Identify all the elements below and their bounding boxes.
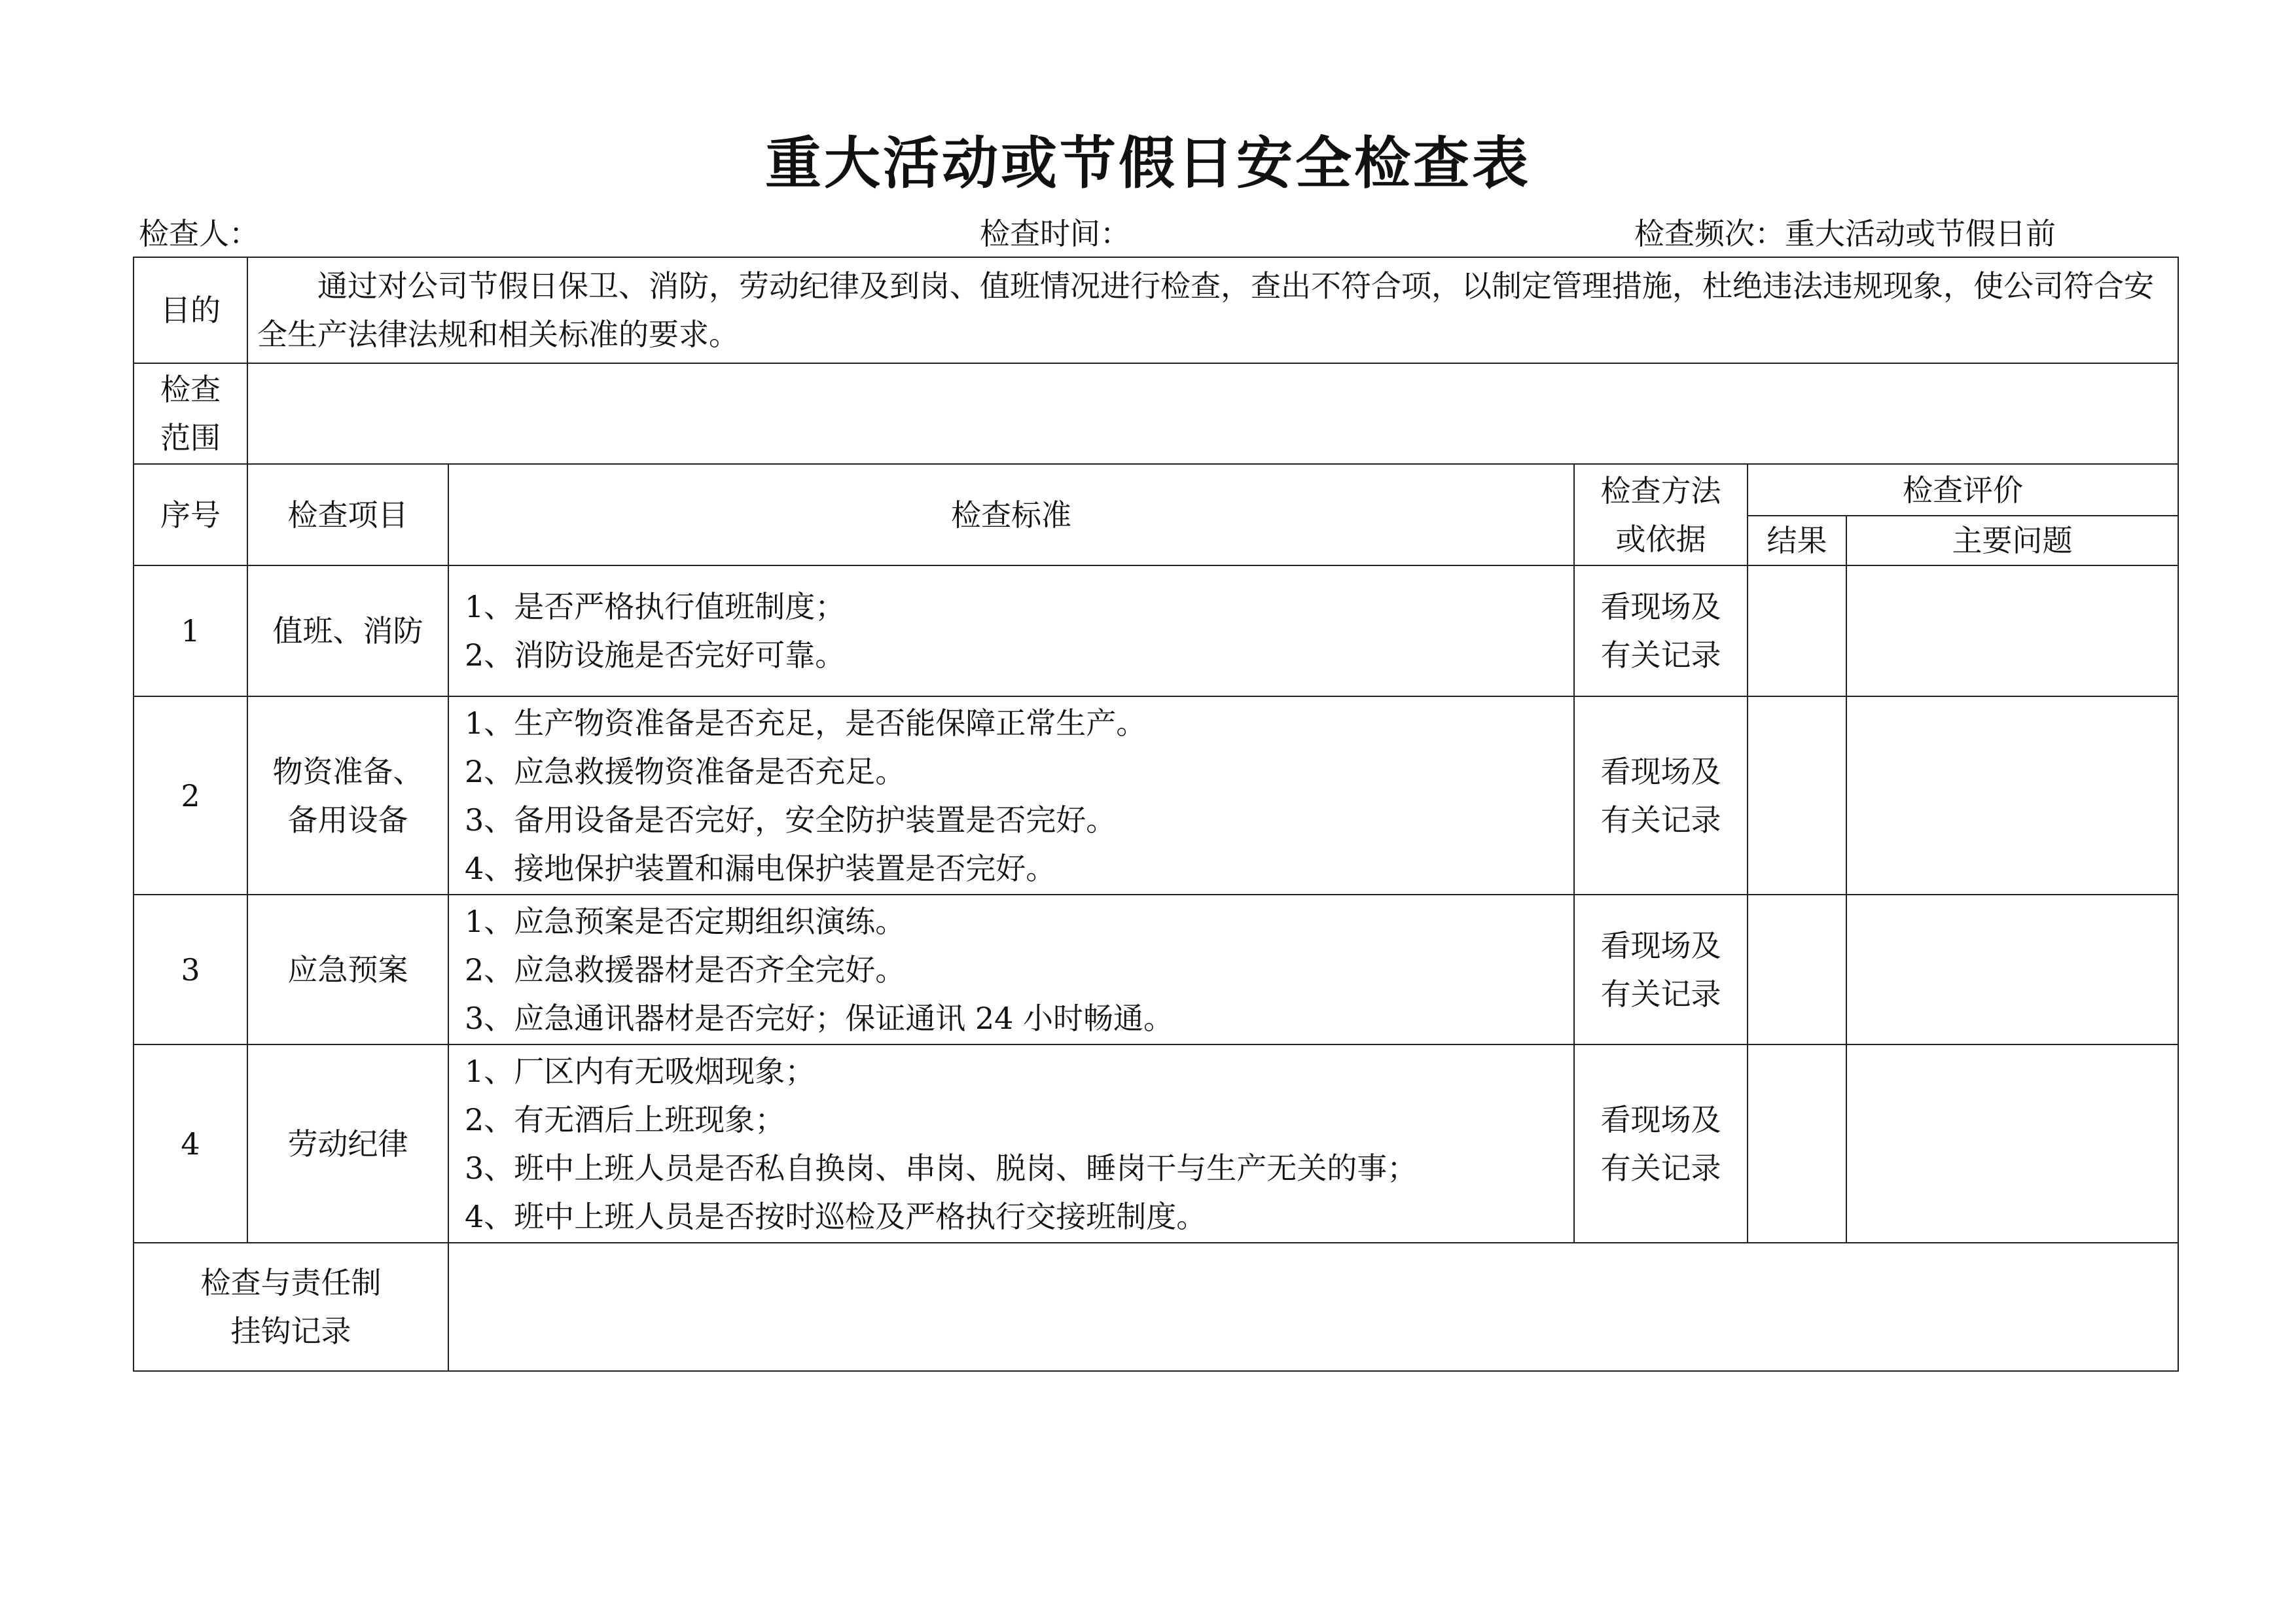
standard-line: 2、有无酒后上班现象； [465, 1101, 785, 1137]
row-item-line1: 劳动纪律 [287, 1126, 408, 1162]
inspector-label: 检查人： [139, 216, 259, 251]
header-method-line1: 检查方法 [1600, 473, 1721, 508]
header-evaluation: 检查评价 [1748, 464, 2178, 516]
header-result: 结果 [1748, 516, 1846, 565]
purpose-text: 通过对公司节假日保卫、消防，劳动纪律及到岗、值班情况进行检查，查出不符合项，以制定管理措施，杜绝违法违规现象，使公司符合安全生产法律法规和相关标准的要求。 [247, 257, 2178, 363]
row-seq: 1 [134, 565, 247, 696]
row-standards [448, 895, 1574, 1044]
header-item: 检查项目 [247, 464, 448, 565]
table-row [134, 696, 2178, 895]
standard-line: 4、班中上班人员是否按时巡检及严格执行交接班制度。 [465, 1198, 1207, 1234]
meta-row [139, 211, 2174, 257]
row-item-line1: 值班、消防 [272, 613, 423, 649]
row-seq: 3 [134, 895, 247, 1044]
row-method-line1: 看现场及 [1600, 1101, 1721, 1137]
linkage-record-label-line1: 检查与责任制 [200, 1265, 382, 1300]
row-item [247, 1044, 448, 1243]
row-item-line1: 物资准备、 [272, 753, 423, 789]
linkage-record-value[interactable] [448, 1243, 2178, 1371]
row-standards [448, 1044, 1574, 1243]
scope-value[interactable] [247, 363, 2178, 464]
purpose-row [134, 257, 2178, 363]
row-issues-cell[interactable] [1846, 696, 2178, 895]
row-item-line2: 备用设备 [287, 802, 408, 838]
standard-line: 2、应急救援物资准备是否充足。 [465, 753, 906, 789]
row-method-line2: 有关记录 [1600, 1150, 1721, 1186]
header-issues: 主要问题 [1846, 516, 2178, 565]
table-row [134, 895, 2178, 1044]
row-result-cell[interactable] [1748, 1044, 1846, 1243]
row-method-line2: 有关记录 [1600, 802, 1721, 838]
linkage-record-label [134, 1243, 448, 1371]
standard-line: 2、消防设施是否完好可靠。 [465, 637, 846, 673]
header-method-line2: 或依据 [1615, 521, 1706, 557]
row-item-line1: 应急预案 [287, 952, 408, 988]
standard-line: 1、厂区内有无吸烟现象； [465, 1053, 816, 1089]
scope-label [134, 363, 247, 464]
row-issues-cell[interactable] [1846, 565, 2178, 696]
standard-line: 1、是否严格执行值班制度； [465, 589, 846, 624]
row-method-line1: 看现场及 [1600, 753, 1721, 789]
table-header-row [134, 464, 2178, 516]
purpose-label: 目的 [134, 257, 247, 363]
standard-line: 3、应急通讯器材是否完好；保证通讯 24 小时畅通。 [465, 1000, 1174, 1036]
standard-line: 1、应急预案是否定期组织演练。 [465, 903, 906, 939]
row-standards [448, 565, 1574, 696]
row-method [1574, 895, 1748, 1044]
row-method-line2: 有关记录 [1600, 976, 1721, 1012]
standard-line: 4、接地保护装置和漏电保护装置是否完好。 [465, 850, 1056, 886]
linkage-record-label-line2: 挂钩记录 [230, 1313, 351, 1349]
header-standard: 检查标准 [448, 464, 1574, 565]
header-seq: 序号 [134, 464, 247, 565]
row-issues-cell[interactable] [1846, 1044, 2178, 1243]
standard-line: 1、生产物资准备是否充足，是否能保障正常生产。 [465, 705, 1147, 741]
row-item [247, 565, 448, 696]
row-standards [448, 696, 1574, 895]
row-result-cell[interactable] [1748, 895, 1846, 1044]
row-method [1574, 696, 1748, 895]
row-method [1574, 565, 1748, 696]
table-row [134, 1044, 2178, 1243]
standard-line: 2、应急救援器材是否齐全完好。 [465, 952, 906, 988]
standard-line: 3、备用设备是否完好，安全防护装置是否完好。 [465, 802, 1117, 838]
scope-row [134, 363, 2178, 464]
linkage-record-row [134, 1243, 2178, 1371]
row-item [247, 895, 448, 1044]
row-result-cell[interactable] [1748, 565, 1846, 696]
inspection-table [133, 257, 2179, 1372]
row-method-line1: 看现场及 [1600, 589, 1721, 624]
standard-line: 3、班中上班人员是否私自换岗、串岗、脱岗、睡岗干与生产无关的事； [465, 1150, 1418, 1186]
inspection-time-label: 检查时间： [980, 216, 1130, 251]
header-method [1574, 464, 1748, 565]
row-method [1574, 1044, 1748, 1243]
row-method-line1: 看现场及 [1600, 927, 1721, 963]
scope-label-line2: 范围 [160, 420, 221, 455]
row-seq: 4 [134, 1044, 247, 1243]
row-result-cell[interactable] [1748, 696, 1846, 895]
inspection-frequency-label: 检查频次：重大活动或节假日前 [1634, 216, 2056, 251]
row-item [247, 696, 448, 895]
row-seq: 2 [134, 696, 247, 895]
scope-label-line1: 检查 [160, 372, 221, 407]
row-method-line2: 有关记录 [1600, 637, 1721, 673]
row-issues-cell[interactable] [1846, 895, 2178, 1044]
table-row [134, 565, 2178, 696]
document-title: 重大活动或节假日安全检查表 [765, 130, 1531, 196]
